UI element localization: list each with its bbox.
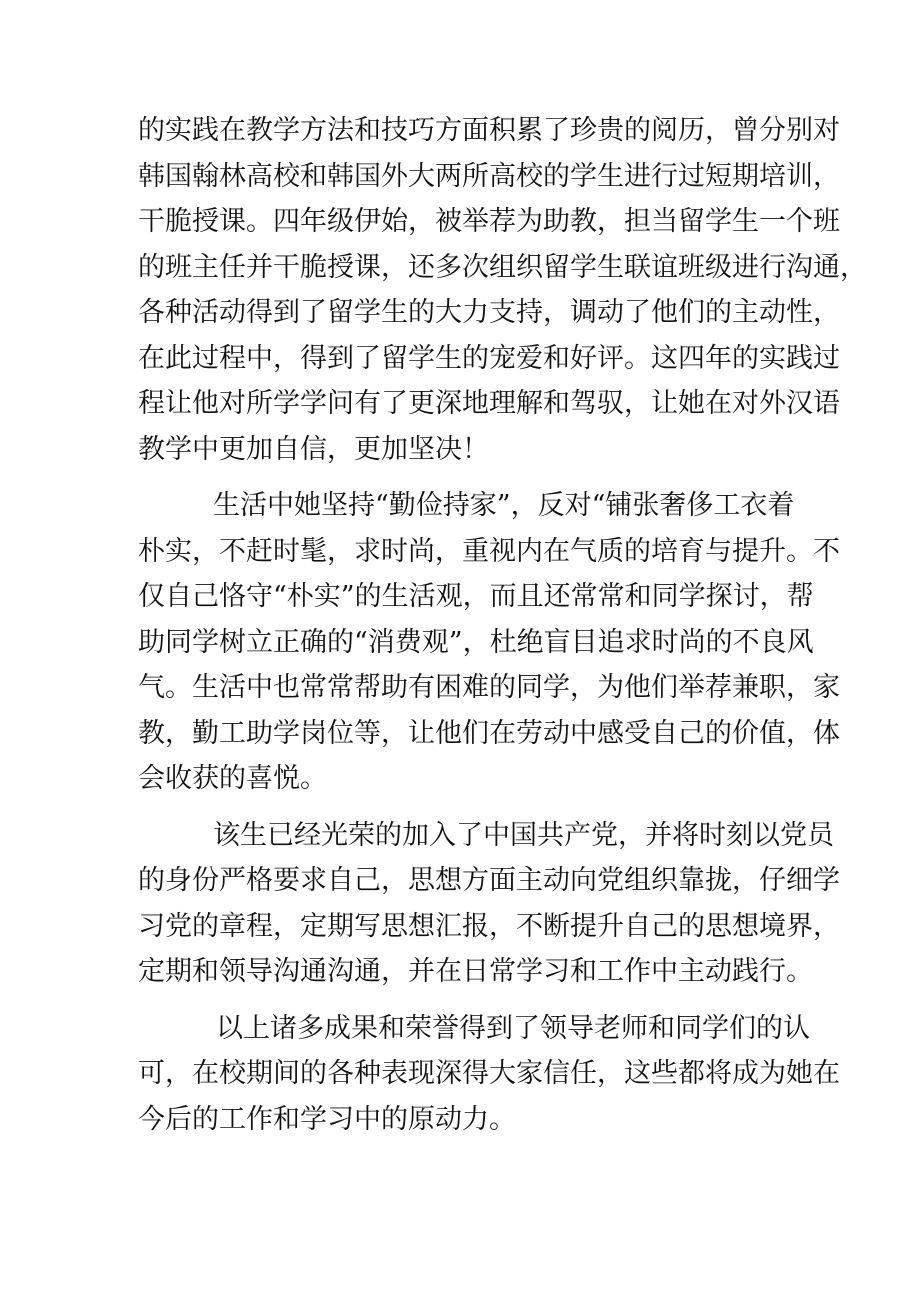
text-line: 助同学树立正确的“消费观”，杜绝盲目追求时尚的不良风 [138, 626, 814, 658]
text-line: 程让他对所学学问有了更深地理解和驾驭，让她在对外汉语 [138, 388, 840, 419]
paragraph-party-membership [138, 813, 838, 995]
text-line: 教，勤工助学岗位等，让他们在劳动中感受自己的价值，体 [138, 717, 840, 749]
text-line: 可，在校期间的各种表现深得大家信任，这些都将成为她在 [138, 1058, 840, 1089]
text-line: 韩国翰林高校和韩国外大两所高校的学生进行过短期培训， [138, 160, 840, 192]
text-line: 仅自己恪守“朴实”的生活观，而且还常常和同学探讨，帮 [138, 581, 814, 612]
document-body [138, 108, 867, 1153]
text-line: 朴实，不赶时髦，求时尚，重视内在气质的培育与提升。不 [138, 535, 840, 567]
text-line: 生活中她坚持“勤俭持家”，反对“铺张奢侈工衣着 [213, 490, 795, 521]
text-line: 习党的章程，定期写思想汇报，不断提升自己的思想境界， [138, 910, 840, 942]
text-line: 各种活动得到了留学生的大力支持，调动了他们的主动性， [138, 297, 840, 328]
text-line: 的班主任并干脆授课，还多次组织留学生联谊班级进行沟通， [138, 251, 867, 283]
text-line: 在此过程中，得到了留学生的宠爱和好评。这四年的实践过 [138, 342, 840, 374]
text-line: 干脆授课。四年级伊始，被举荐为助教，担当留学生一个班 [138, 206, 840, 237]
text-line: 的身份严格要求自己，思想方面主动向党组织靠拢，仔细学 [138, 865, 840, 896]
paragraph-conclusion [138, 1006, 838, 1143]
text-line: 气。生活中也常常帮助有困难的同学，为他们举荐兼职，家 [138, 672, 840, 703]
text-line: 的实践在教学方法和技巧方面积累了珍贵的阅历，曾分别对 [138, 115, 840, 146]
text-line: 今后的工作和学习中的原动力。 [138, 1103, 516, 1135]
text-line: 会收获的喜悦。 [138, 763, 327, 794]
text-line: 教学中更加自信，更加坚决！ [138, 433, 489, 465]
text-line: 以上诸多成果和荣誉得到了领导老师和同学们的认 [216, 1012, 810, 1044]
paragraph-practice [138, 108, 867, 472]
text-line: 该生已经光荣的加入了中国共产党，并将时刻以党员 [213, 819, 834, 851]
paragraph-lifestyle [138, 483, 838, 802]
text-line: 定期和领导沟通沟通，并在日常学习和工作中主动践行。 [138, 956, 813, 987]
